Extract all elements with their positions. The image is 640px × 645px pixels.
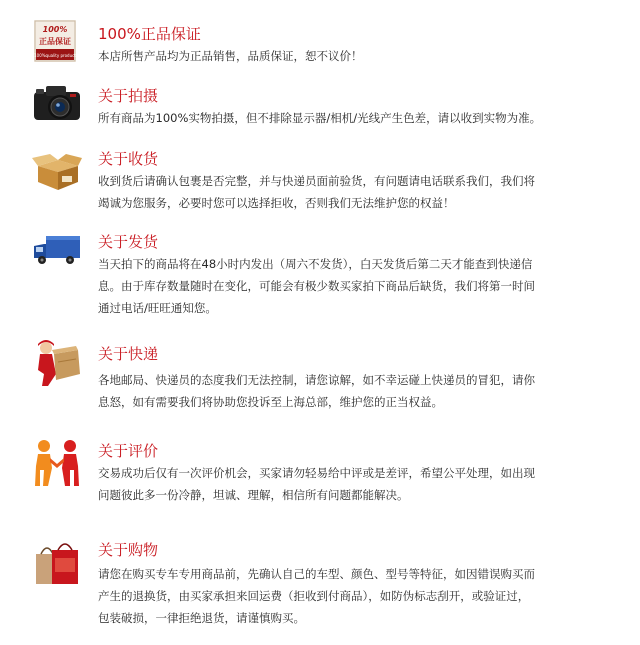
section-body [98,45,598,67]
body-line: 通过电话/旺旺通知您。 [98,301,217,315]
section-body [98,107,598,129]
body-line: 交易成功后仅有一次评价机会，买家请勿轻易给中评或是差评，希望公平处理，如出现 [98,466,535,480]
delivery-truck-icon [32,232,88,284]
section-title: 关于购物 [98,541,159,559]
body-line: 息怒，如有需要我们将协助您投诉至上海总部，维护您的正当权益。 [98,395,443,409]
body-line: 收到货后请确认包裹是否完整，并与快递员面前验货，有问题请电话联系我们，我们将 [98,174,535,188]
badge-line3: 100%quality product [34,53,76,58]
handshake-people-icon [32,438,88,490]
section-title: 关于评价 [98,442,159,460]
package-box-icon [32,150,88,202]
camera-icon [32,82,88,134]
body-line: 请您在购买专车专用商品前，先确认自己的车型、颜色、型号等特征，如因错误购买而 [98,567,535,581]
body-line: 本店所售产品均为正品销售，品质保证，恕不议价！ [98,49,363,63]
body-line: 息。由于库存数量随时在变化，可能会有极少数买家拍下商品后缺货，我们将第一时间 [98,279,535,293]
section-title: 关于拍摄 [98,87,159,105]
section-title: 关于快递 [98,345,159,363]
courier-person-icon [32,340,88,392]
section-body [98,563,598,629]
section-body [98,170,598,214]
body-line: 所有商品为100%实物拍摄，但不排除显示器/相机/光线产生色差，请以收到实物为准。 [98,111,542,125]
body-line: 包装破损，一律拒绝退货，请谨慎购买。 [98,611,305,625]
section-title: 关于收货 [98,150,159,168]
body-line: 各地邮局、快递员的态度我们无法控制，请您谅解，如不幸运碰上快递员的冒犯，请你 [98,373,535,387]
quality-badge-icon [34,20,76,62]
section-body [98,253,598,319]
section-title: 100%正品保证 [98,25,201,43]
body-line: 产生的退换货，由买家承担来回运费（拒收到付商品），如防伪标志刮开，或验证过， [98,589,530,603]
body-line: 问题彼此多一份冷静，坦诚、理解，相信所有问题都能解决。 [98,488,409,502]
body-line: 竭诚为您服务，必要时您可以选择拒收，否则我们无法维护您的权益！ [98,196,455,210]
badge-line2: 正品保证 [39,37,71,46]
shopping-bag-icon [32,542,88,594]
section-body [98,369,598,413]
badge-line1: 100% [42,25,68,34]
section-body [98,462,598,506]
section-title: 关于发货 [98,233,159,251]
body-line: 当天拍下的商品将在48小时内发出（周六不发货），白天发货后第二天才能查到快递信 [98,257,533,271]
